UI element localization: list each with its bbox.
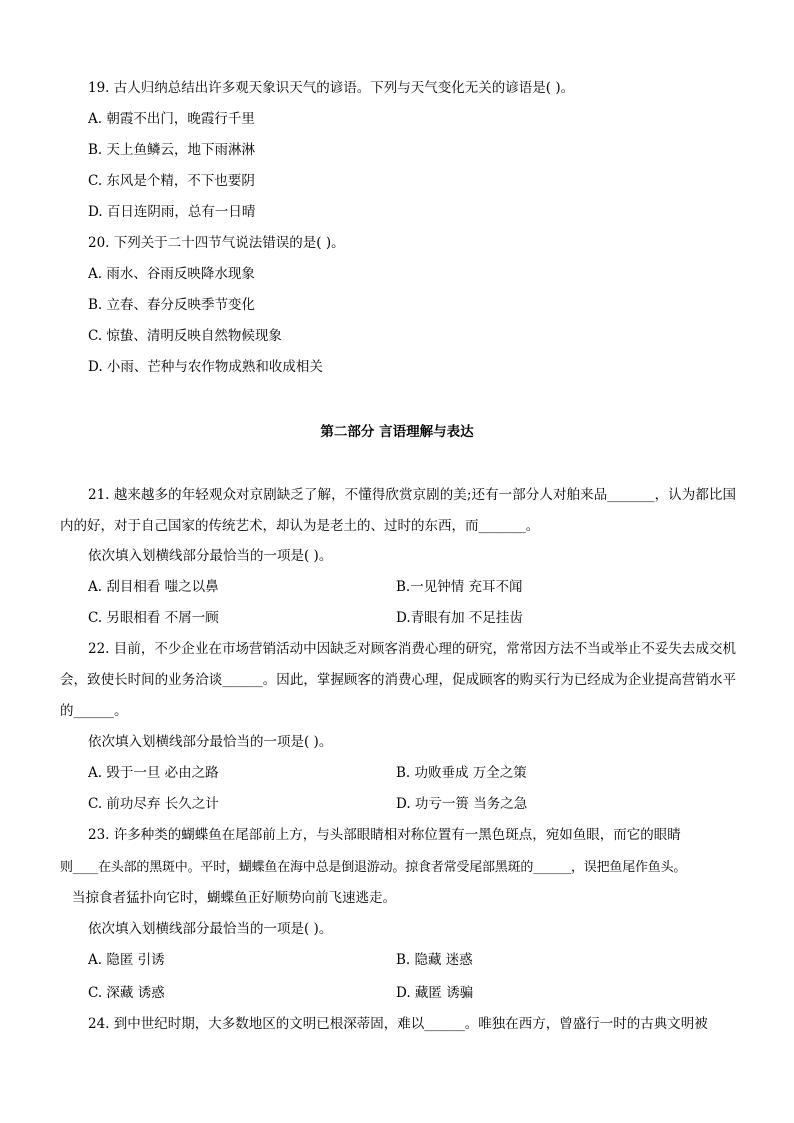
q21-instruction: 依次填入划横线部分最恰当的一项是( )。 xyxy=(88,548,333,564)
q23-option-d: D. 藏匿 诱骗 xyxy=(396,985,474,1001)
q23-stem-line1: 23. 许多种类的蝴蝶鱼在尾部前上方，与头部眼睛相对称位置有一黑色斑点，宛如鱼眼，而它的眼睛 xyxy=(88,827,681,843)
q20-option-a: A. 雨水、谷雨反映降水现象 xyxy=(88,266,255,282)
q23-option-a: A. 隐匿 引诱 xyxy=(88,952,165,968)
q20-stem: 20. 下列关于二十四节气说法错误的是( )。 xyxy=(88,235,345,251)
q21-option-d: D.青眼有加 不足挂齿 xyxy=(396,610,523,626)
q21-option-b: B.一见钟情 充耳不闻 xyxy=(396,579,523,595)
section-title: 第二部分 言语理解与表达 xyxy=(320,424,474,440)
q19-stem: 19. 古人归纳总结出许多观天象识天气的谚语。下列与天气变化无关的谚语是( )。 xyxy=(88,80,575,96)
q20-option-c: C. 惊蛰、清明反映自然物候现象 xyxy=(88,328,282,344)
q19-option-a: A. 朝霞不出门，晚霞行千里 xyxy=(88,111,255,127)
q22-stem xyxy=(60,634,736,727)
q21-stem-text: 21. 越来越多的年轻观众对京剧缺乏了解，不懂得欣赏京剧的美;还有一部分人对舶来品_______，认为都比国内的好，对于自己国家的传统艺术，却认为是老土的、过时的东西，而_______。 xyxy=(60,487,736,534)
q23-instruction: 依次填入划横线部分最恰当的一项是( )。 xyxy=(88,921,333,937)
q21-option-c: C. 另眼相看 不屑一顾 xyxy=(88,610,219,626)
q22-option-a: A. 毁于一旦 必由之路 xyxy=(88,765,219,781)
q22-stem-text: 22. 目前，不少企业在市场营销活动中因缺乏对顾客消费心理的研究，常常因方法不当或举止不妥失去成交机会，致使长时间的业务洽谈______。因此，掌握顾客的消费心理，促成顾客的购买行为已经成为企业提高营销水平的______。 xyxy=(60,641,736,719)
q23-stem-line3: 当掠食者猛扑向它时，蝴蝶鱼正好顺势向前飞速逃走。 xyxy=(72,890,396,906)
q19-option-c: C. 东风是个精，不下也要阴 xyxy=(88,173,255,189)
q22-option-b: B. 功败垂成 万全之策 xyxy=(396,765,527,781)
q20-option-d: D. 小雨、芒种与农作物成熟和收成相关 xyxy=(88,359,323,375)
q23-option-c: C. 深藏 诱惑 xyxy=(88,985,165,1001)
q24-stem: 24. 到中世纪时期，大多数地区的文明已根深蒂固，难以______。唯独在西方，曾盛行一时的古典文明被 xyxy=(88,1016,708,1032)
q22-option-d: D. 功亏一篑 当务之急 xyxy=(396,796,528,812)
q20-option-b: B. 立春、春分反映季节变化 xyxy=(88,297,256,313)
q23-option-b: B. 隐藏 迷惑 xyxy=(396,952,473,968)
q22-option-c: C. 前功尽弃 长久之计 xyxy=(88,796,219,812)
q21-stem xyxy=(60,480,736,542)
q19-option-b: B. 天上鱼鳞云，地下雨淋淋 xyxy=(88,142,256,158)
q21-option-a: A. 刮目相看 嗤之以鼻 xyxy=(88,579,219,595)
q19-option-d: D. 百日连阴雨，总有一日晴 xyxy=(88,204,256,220)
q23-stem-line2: 则____在头部的黑斑中。平时，蝴蝶鱼在海中总是倒退游动。掠食者常受尾部黑斑的______，误把鱼尾作鱼头。 xyxy=(60,860,687,875)
q22-instruction: 依次填入划横线部分最恰当的一项是( )。 xyxy=(88,734,333,750)
